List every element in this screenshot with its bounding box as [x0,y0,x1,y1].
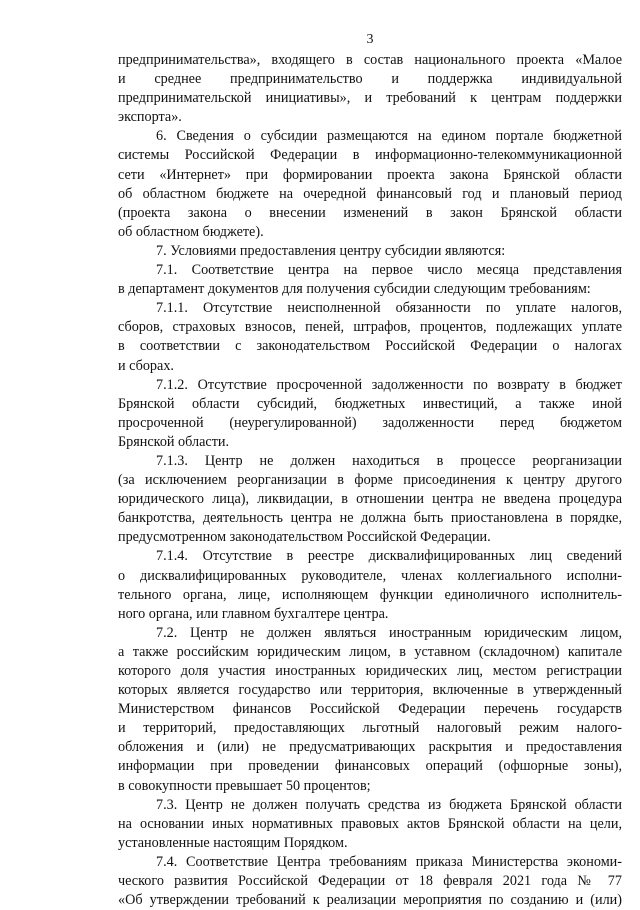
text-line: 7. Условиями предоставления центру субсидии являются: [156,242,506,259]
text-line: в соответствии с законодательством Российской Федерации о налогах [118,338,622,355]
text-line: об областном бюджете на очередной финансовый год и плановый период [118,185,622,202]
text-line: Брянской области субсидий, бюджетных инвестиций, а также иной [118,395,622,412]
text-line: информации при проведении финансовых операций (офшорные зоны), [118,758,622,775]
text-line: 7.4. Соответствие Центра требованиям приказа Министерства экономи- [156,853,622,870]
text-line: 6. Сведения о субсидии размещаются на едином портале бюджетной [156,128,622,145]
text-line: обложения и (или) не предусматривающих раскрытия и предоставления [118,739,622,756]
text-line: банкротства, деятельность центра не должна быть приостановлена в порядке, [118,510,622,527]
text-line: 7.1.4. Отсутствие в реестре дисквалифицированных лиц сведений [156,548,622,565]
text-line: в департамент документов для получения субсидии следующим требованиям: [118,281,591,298]
document-page [118,0,622,909]
text-line: на основании иных нормативных правовых актов Брянской области на цели, [118,815,622,832]
text-line: которых является государство или территория, включенные в утвержденный [118,682,622,699]
text-line: просроченной (неурегулированной) задолженности перед бюджетом [118,414,622,431]
text-line: об областном бюджете). [118,223,264,240]
text-line: ного органа, или главном бухгалтере центра. [118,605,389,622]
text-line: о дисквалифицированных руководителе, членах коллегиального исполни- [118,567,622,584]
text-line: 7.1. Соответствие центра на первое число месяца представления [156,262,622,279]
text-line: предпринимательской инициативы», и требований к центрам поддержки [118,90,622,107]
text-line: 7.3. Центр не должен получать средства из бюджета Брянской области [156,796,622,813]
page-number: 3 [366,32,374,47]
text-line: предусмотренном законодательством Российской Федерации. [118,529,491,546]
text-line: ческого развития Российской Федерации от 18 февраля 2021 года № 77 [118,873,622,890]
document-body [118,51,622,910]
text-line: Министерством финансов Российской Федерации перечень государств [118,701,622,718]
text-line: сборов, страховых взносов, пеней, штрафов, процентов, подлежащих уплате [118,319,622,336]
text-line: в совокупности превышает 50 процентов; [118,777,371,794]
text-line: и среднее предпринимательство и поддержка индивидуальной [118,71,622,88]
text-line: Брянской области. [118,433,230,450]
text-line: 7.1.2. Отсутствие просроченной задолженности по возврату в бюджет [156,376,622,393]
text-line: а также российским юридическим лицом, в уставном (складочном) капитале [118,643,622,660]
text-line: установленные настоящим Порядком. [118,834,348,851]
text-line: (проекта закона о внесении изменений в закон Брянской области [118,204,622,221]
text-line: 7.2. Центр не должен являться иностранным юридическим лицом, [156,624,622,641]
text-line: юридического лица), ликвидации, в отношении центра не введена процедура [118,491,622,508]
text-line: экспорта». [118,109,182,126]
text-line: «Об утверждении требований к реализации мероприятия по созданию и (или) [118,892,622,909]
text-line: 7.1.3. Центр не должен находиться в процессе реорганизации [156,452,622,469]
text-line: (за исключением реорганизации в форме присоединения к центру другого [118,472,622,489]
text-line: предпринимательства», входящего в состав национального проекта «Малое [118,52,622,68]
text-line: и сборах. [118,357,174,374]
text-line: сети «Интернет» при формировании проекта закона Брянской области [118,166,622,183]
text-line: 7.1.1. Отсутствие неисполненной обязанности по уплате налогов, [156,300,622,317]
text-line: и территорий, предоставляющих льготный налоговый режим налого- [118,720,622,737]
text-line: системы Российской Федерации в информационно-телекоммуникационной [118,147,622,164]
text-line: которого доля участия иностранных юридических лиц, местом регистрации [118,663,622,679]
text-line: тельного органа, лице, исполняющем функции единоличного исполнитель- [118,586,622,603]
